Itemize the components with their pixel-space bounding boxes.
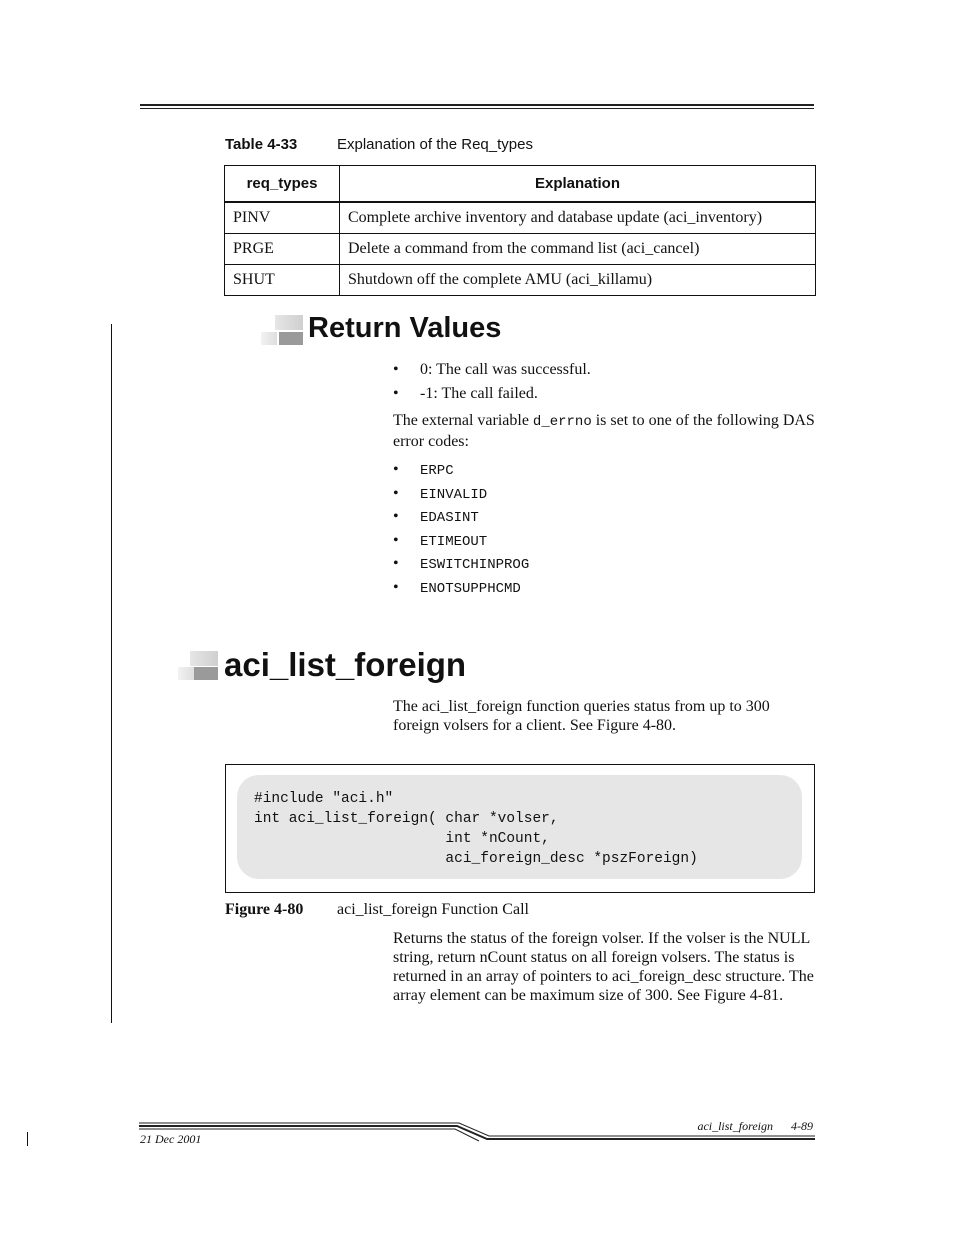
table-cell: PINV [225, 202, 340, 234]
change-bar [111, 324, 112, 1023]
code-line: int aci_list_foreign( char *volser, [254, 811, 559, 827]
return-values-body [393, 360, 817, 601]
table-caption-number: Table 4-33 [225, 136, 298, 153]
table-cell: Shutdown off the complete AMU (aci_killamu) [340, 265, 816, 296]
table-header-cell: Explanation [340, 166, 816, 203]
req-types-table [224, 165, 816, 296]
error-code: ESWITCHINPROG [420, 557, 530, 573]
list-item [393, 484, 817, 508]
footer-right [697, 1119, 813, 1134]
errno-variable: d_errno [532, 414, 592, 430]
error-code: EDASINT [420, 510, 479, 526]
table-caption [225, 136, 533, 153]
list-item [393, 384, 817, 408]
list-item [393, 507, 817, 531]
footer-date: 21 Dec 2001 [140, 1132, 202, 1146]
table-row [225, 234, 816, 265]
code-line: #include "aci.h" [254, 791, 394, 807]
code-line: int *nCount, [254, 831, 550, 847]
code-figure [225, 764, 815, 893]
figure-caption-number: Figure 4-80 [225, 901, 304, 918]
table-caption-title: Explanation of the Req_types [337, 136, 533, 153]
error-code: ERPC [420, 463, 454, 479]
table-header-row [225, 166, 816, 203]
list-item-text: -1: The call failed. [420, 384, 538, 402]
footer-page-number: 4-89 [791, 1119, 813, 1133]
code-line: aci_foreign_desc *pszForeign) [254, 851, 698, 867]
table-cell: SHUT [225, 265, 340, 296]
heading-marker-icon [261, 315, 303, 345]
list-item-text: 0: The call was successful. [420, 361, 591, 378]
figure-caption [225, 901, 529, 919]
table-cell: PRGE [225, 234, 340, 265]
list-item [393, 360, 817, 384]
code-block [254, 789, 698, 869]
footer-section-name: aci_list_foreign [697, 1119, 773, 1133]
list-item [393, 460, 817, 484]
table-row [225, 265, 816, 296]
errno-text-after: is set to one of the following DAS error codes: [393, 412, 815, 450]
table-row [225, 202, 816, 234]
list-item [393, 531, 817, 555]
change-bar-footer [27, 1132, 28, 1146]
return-values-heading: Return Values [308, 312, 502, 344]
errno-text-before: The external variable [393, 412, 533, 429]
table-header-cell: req_types [225, 166, 340, 203]
figure-caption-title: aci_list_foreign Function Call [337, 901, 529, 918]
header-rule-top [140, 104, 814, 106]
list-item [393, 578, 817, 602]
error-code: ETIMEOUT [420, 533, 488, 550]
heading-marker-icon [178, 651, 218, 680]
table-cell: Delete a command from the command list (aci_cancel) [340, 234, 816, 265]
errno-paragraph [393, 411, 817, 451]
table-cell: Complete archive inventory and database update (aci_inventory) [340, 202, 816, 234]
header-rule-bottom [140, 108, 814, 109]
return-values-list [393, 360, 817, 407]
error-codes-list [393, 460, 817, 601]
error-code: ENOTSUPPHCMD [420, 580, 521, 597]
section-intro: The aci_list_foreign function queries status from up to 300 foreign volsers for a client. See Figure 4-80. [393, 698, 770, 734]
section-heading: aci_list_foreign [224, 646, 467, 683]
list-item [393, 554, 817, 578]
function-description: Returns the status of the foreign volser. If the volser is the NULL string, return nCount status on all foreign volsers. The status is returned in an array of pointers to aci_foreign_desc structure. The array element can be maximum size of 300. See Figure 4-81. [393, 930, 814, 1004]
error-code: EINVALID [420, 486, 488, 503]
